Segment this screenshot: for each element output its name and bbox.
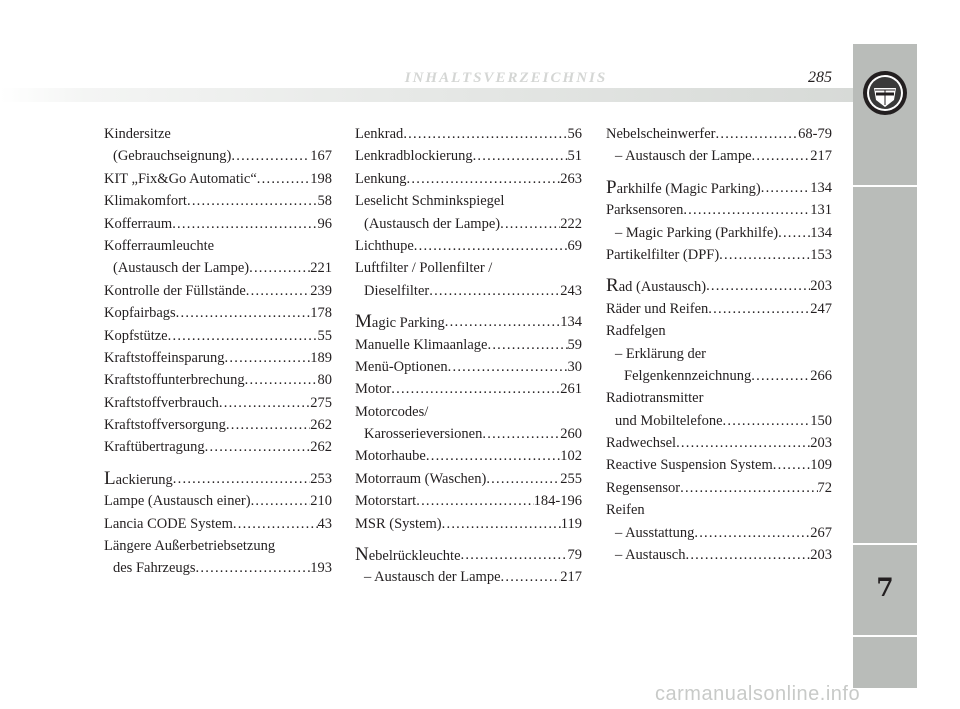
entry-text: Parksensoren: [606, 202, 684, 219]
entry-text: Kindersitze: [104, 126, 171, 142]
entry-text: Lenkung: [355, 170, 407, 187]
index-entry: [355, 445, 582, 467]
entry-text: [104, 468, 173, 490]
entry-page: 80: [317, 372, 332, 389]
page-number: 285: [808, 69, 832, 86]
entry-text: – Austausch der Lampe: [615, 148, 752, 165]
entry-text: Radwechsel: [606, 435, 677, 452]
entry-text: Kraftstoffunterbrechung: [104, 372, 245, 389]
index-entry: [606, 199, 832, 221]
entry-text: – Ausstattung: [615, 524, 695, 541]
index-entry: [104, 557, 332, 579]
entry-text-rest: ebelrückleuchte: [368, 548, 461, 565]
index-entry: [104, 392, 332, 414]
entry-page: 275: [310, 394, 332, 411]
leader-dots: [685, 544, 810, 566]
entry-text: (Austausch der Lampe): [364, 215, 501, 232]
index-entry: [355, 566, 582, 588]
index-entry: [104, 145, 332, 167]
entry-text-rest: ackierung: [115, 471, 173, 488]
leader-dots: [426, 445, 560, 467]
leader-dots: [445, 311, 560, 333]
leader-dots: [680, 477, 817, 499]
leader-dots: [172, 213, 317, 235]
entry-text: Lichthupe: [355, 237, 414, 254]
index-entry: [355, 123, 582, 145]
leader-dots: [231, 145, 310, 167]
index-entry: [355, 235, 582, 257]
entry-text: Räder und Reifen: [606, 300, 709, 317]
entry-page: 51: [567, 148, 582, 165]
page-header-title: INHALTSVERZEICHNIS: [404, 70, 608, 86]
sidebar-divider: [853, 185, 917, 187]
index-entry: [606, 477, 832, 499]
leader-dots: [407, 168, 561, 190]
entry-page: 134: [810, 224, 832, 241]
entry-page: 221: [310, 260, 332, 277]
entry-text: Dieselfilter: [364, 282, 430, 299]
entry-page: 30: [567, 358, 582, 375]
index-column-1: [104, 123, 332, 580]
index-entry: [104, 235, 332, 257]
index-entry: [606, 410, 832, 432]
index-entry: [104, 168, 332, 190]
entry-page: 43: [317, 515, 332, 532]
entry-text: [355, 311, 445, 333]
entry-page: 243: [560, 282, 582, 299]
entry-text: – Austausch: [615, 547, 686, 564]
entry-page: 150: [810, 412, 832, 429]
entry-page: 72: [817, 479, 832, 496]
index-entry: [355, 190, 582, 212]
index-entry: [355, 378, 582, 400]
entry-page: 222: [560, 215, 582, 232]
entry-text: Lenkradblockierung: [355, 148, 473, 165]
entry-text: Kopfstütze: [104, 327, 168, 344]
entry-text: des Fahrzeugs: [113, 560, 196, 577]
index-entry: [104, 123, 332, 145]
entry-text-rest: ad (Austausch): [618, 279, 707, 296]
index-entry: [606, 177, 832, 199]
index-entry: [104, 468, 332, 490]
entry-text: Lenkrad: [355, 126, 404, 142]
entry-text-rest: arkhilfe (Magic Parking): [616, 180, 761, 197]
entry-text: Partikelfilter (DPF): [606, 246, 720, 263]
leader-dots: [176, 302, 311, 324]
entry-page: 217: [810, 148, 832, 165]
leader-dots: [706, 275, 810, 297]
entry-page: 68-79: [798, 126, 832, 142]
index-entry: [355, 257, 582, 279]
index-entry: [606, 320, 832, 342]
sidebar-divider: [853, 543, 917, 545]
index-entry: [355, 168, 582, 190]
entry-text: Reactive Suspension System: [606, 457, 773, 474]
index-entry: [355, 490, 582, 512]
entry-page: 178: [310, 305, 332, 322]
leader-dots: [414, 235, 568, 257]
index-entry: [355, 145, 582, 167]
entry-page: 102: [560, 448, 582, 465]
entry-text: Kraftstoffversorgung: [104, 417, 226, 434]
entry-text: – Magic Parking (Parkhilfe): [615, 224, 779, 241]
section-initial: L: [104, 467, 116, 489]
entry-page: 134: [560, 314, 582, 331]
entry-page: 167: [310, 148, 332, 165]
index-entry: [104, 257, 332, 279]
chapter-number: 7: [876, 573, 894, 602]
section-initial: M: [355, 311, 372, 333]
leader-dots: [245, 369, 318, 391]
leader-dots: [205, 436, 311, 458]
index-entry: [606, 123, 832, 145]
leader-dots: [778, 222, 810, 244]
entry-page: 134: [810, 179, 832, 196]
entry-text: Menü-Optionen: [355, 358, 448, 375]
entry-text: Motorhaube: [355, 448, 426, 465]
leader-dots: [196, 557, 311, 579]
entry-page: 193: [310, 560, 332, 577]
entry-page: 266: [810, 367, 832, 384]
leader-dots: [694, 522, 810, 544]
entry-page: 267: [810, 524, 832, 541]
entry-page: 255: [560, 470, 582, 487]
index-entry: [104, 213, 332, 235]
leader-dots: [448, 356, 568, 378]
section-initial: R: [606, 275, 619, 297]
leader-dots: [683, 199, 810, 221]
entry-page: 253: [310, 470, 332, 487]
entry-page: 247: [810, 300, 832, 317]
index-entry: [104, 347, 332, 369]
entry-page: 153: [810, 246, 832, 263]
index-entry: [355, 513, 582, 535]
index-entry: [606, 544, 832, 566]
index-entry: [355, 311, 582, 333]
index-entry: [606, 387, 832, 409]
entry-text: Regensensor: [606, 479, 681, 496]
entry-text: Motorstart: [355, 493, 417, 510]
entry-page: 261: [560, 381, 582, 398]
entry-page: 69: [567, 237, 582, 254]
sidebar-divider: [853, 635, 917, 637]
entry-page: 96: [317, 215, 332, 232]
watermark-text: carmanualsonline.info: [655, 683, 861, 705]
leader-dots: [246, 280, 310, 302]
leader-dots: [219, 392, 310, 414]
leader-dots: [773, 454, 811, 476]
leader-dots: [761, 177, 811, 199]
leader-dots: [168, 325, 318, 347]
index-entry: [606, 522, 832, 544]
entry-text: Kraftstoffverbrauch: [104, 394, 219, 411]
header-band: [0, 88, 853, 102]
index-column-3: [606, 123, 832, 566]
index-entry: [355, 401, 582, 423]
index-entry: [355, 423, 582, 445]
entry-page: 55: [317, 327, 332, 344]
index-entry: [104, 490, 332, 512]
entry-page: 79: [567, 547, 582, 564]
entry-text: – Erklärung der: [615, 345, 706, 362]
entry-text: und Mobiltelefone: [615, 412, 723, 429]
leader-dots: [719, 244, 810, 266]
entry-page: 262: [310, 439, 332, 456]
leader-dots: [482, 423, 560, 445]
entry-text: [606, 275, 706, 297]
index-entry: [355, 213, 582, 235]
index-entry: [606, 343, 832, 365]
entry-page: 210: [310, 493, 332, 510]
index-entry: [355, 356, 582, 378]
leader-dots: [225, 347, 311, 369]
index-entry: [104, 190, 332, 212]
entry-text: Kofferraum: [104, 215, 173, 232]
entry-page: 119: [560, 515, 582, 532]
entry-text: MSR (System): [355, 515, 442, 532]
entry-text: Lancia CODE System: [104, 515, 233, 532]
leader-dots: [233, 513, 318, 535]
entry-page: 56: [567, 126, 582, 142]
index-entry: [355, 334, 582, 356]
index-entry: [104, 280, 332, 302]
entry-page: 109: [810, 457, 832, 474]
index-entry: [355, 280, 582, 302]
entry-page: 217: [560, 569, 582, 586]
entry-text: Luftfilter / Pollenfilter /: [355, 260, 493, 277]
entry-text-rest: agic Parking: [371, 315, 445, 332]
leader-dots: [473, 145, 568, 167]
entry-text: Motorraum (Waschen): [355, 470, 487, 487]
entry-text: KIT „Fix&Go Automatic“: [104, 170, 257, 187]
leader-dots: [486, 468, 560, 490]
leader-dots: [226, 414, 310, 436]
leader-dots: [249, 257, 310, 279]
index-entry: [606, 499, 832, 521]
leader-dots: [416, 490, 533, 512]
leader-dots: [723, 410, 811, 432]
index-entry: [606, 145, 832, 167]
section-initial: P: [606, 176, 617, 198]
entry-text: Kraftstoffeinsparung: [104, 349, 225, 366]
index-entry: [606, 222, 832, 244]
index-entry: [355, 468, 582, 490]
entry-page: 184-196: [533, 493, 582, 510]
index-entry: [606, 275, 832, 297]
entry-page: 58: [317, 193, 332, 210]
entry-text: [606, 177, 761, 199]
index-entry: [355, 544, 582, 566]
leader-dots: [676, 432, 810, 454]
index-column-2: [355, 123, 582, 589]
entry-text: [355, 544, 461, 566]
index-entry: [606, 454, 832, 476]
leader-dots: [173, 468, 310, 490]
leader-dots: [461, 544, 568, 566]
entry-text: Nebelscheinwerfer: [606, 126, 716, 142]
leader-dots: [257, 168, 310, 190]
leader-dots: [187, 190, 318, 212]
entry-page: 198: [310, 170, 332, 187]
entry-text: Kofferraumleuchte: [104, 237, 215, 254]
index-entry: [606, 432, 832, 454]
entry-text: Felgenkennzeichnung: [624, 367, 752, 384]
entry-text: Längere Außerbetriebsetzung: [104, 538, 276, 555]
index-entry: [104, 535, 332, 557]
entry-text: (Austausch der Lampe): [113, 260, 250, 277]
index-entry: [606, 365, 832, 387]
entry-text: Radiotransmitter: [606, 390, 704, 407]
index-entry: [104, 414, 332, 436]
leader-dots: [391, 378, 560, 400]
section-initial: N: [355, 544, 369, 566]
leader-dots: [487, 334, 567, 356]
entry-page: 131: [810, 202, 832, 219]
leader-dots: [751, 365, 810, 387]
entry-text: Manuelle Klimaanlage: [355, 336, 488, 353]
entry-text: Karosserieversionen: [364, 426, 483, 443]
entry-text: Klimakomfort: [104, 193, 187, 210]
leader-dots: [752, 145, 811, 167]
index-entry: [606, 244, 832, 266]
leader-dots: [429, 280, 560, 302]
index-entry: [104, 436, 332, 458]
entry-page: 203: [810, 435, 832, 452]
leader-dots: [500, 213, 560, 235]
lancia-logo-icon: [861, 69, 909, 117]
index-entry: [104, 513, 332, 535]
entry-text: Motor: [355, 381, 392, 398]
entry-text: Lampe (Austausch einer): [104, 493, 251, 510]
index-entry: [104, 369, 332, 391]
entry-text: Reifen: [606, 502, 645, 519]
entry-page: 260: [560, 426, 582, 443]
entry-text: Kraftübertragung: [104, 439, 205, 456]
leader-dots: [501, 566, 561, 588]
entry-text: – Austausch der Lampe: [364, 569, 501, 586]
entry-page: 203: [810, 547, 832, 564]
entry-page: 262: [310, 417, 332, 434]
entry-page: 203: [810, 278, 832, 295]
entry-page: 263: [560, 170, 582, 187]
entry-page: 59: [567, 336, 582, 353]
entry-text: Kontrolle der Füllstände: [104, 282, 246, 299]
entry-page: 239: [310, 282, 332, 299]
index-entry: [104, 325, 332, 347]
index-entry: [606, 298, 832, 320]
entry-page: 189: [310, 349, 332, 366]
leader-dots: [708, 298, 810, 320]
entry-text: Motorcodes/: [355, 403, 429, 420]
leader-dots: [251, 490, 311, 512]
leader-dots: [442, 513, 561, 535]
leader-dots: [403, 123, 567, 145]
index-entry: [104, 302, 332, 324]
entry-text: (Gebrauchseignung): [113, 148, 232, 165]
leader-dots: [716, 123, 799, 145]
entry-text: Leselicht Schminkspiegel: [355, 193, 505, 210]
entry-text: Kopfairbags: [104, 305, 176, 322]
entry-text: Radfelgen: [606, 323, 666, 340]
